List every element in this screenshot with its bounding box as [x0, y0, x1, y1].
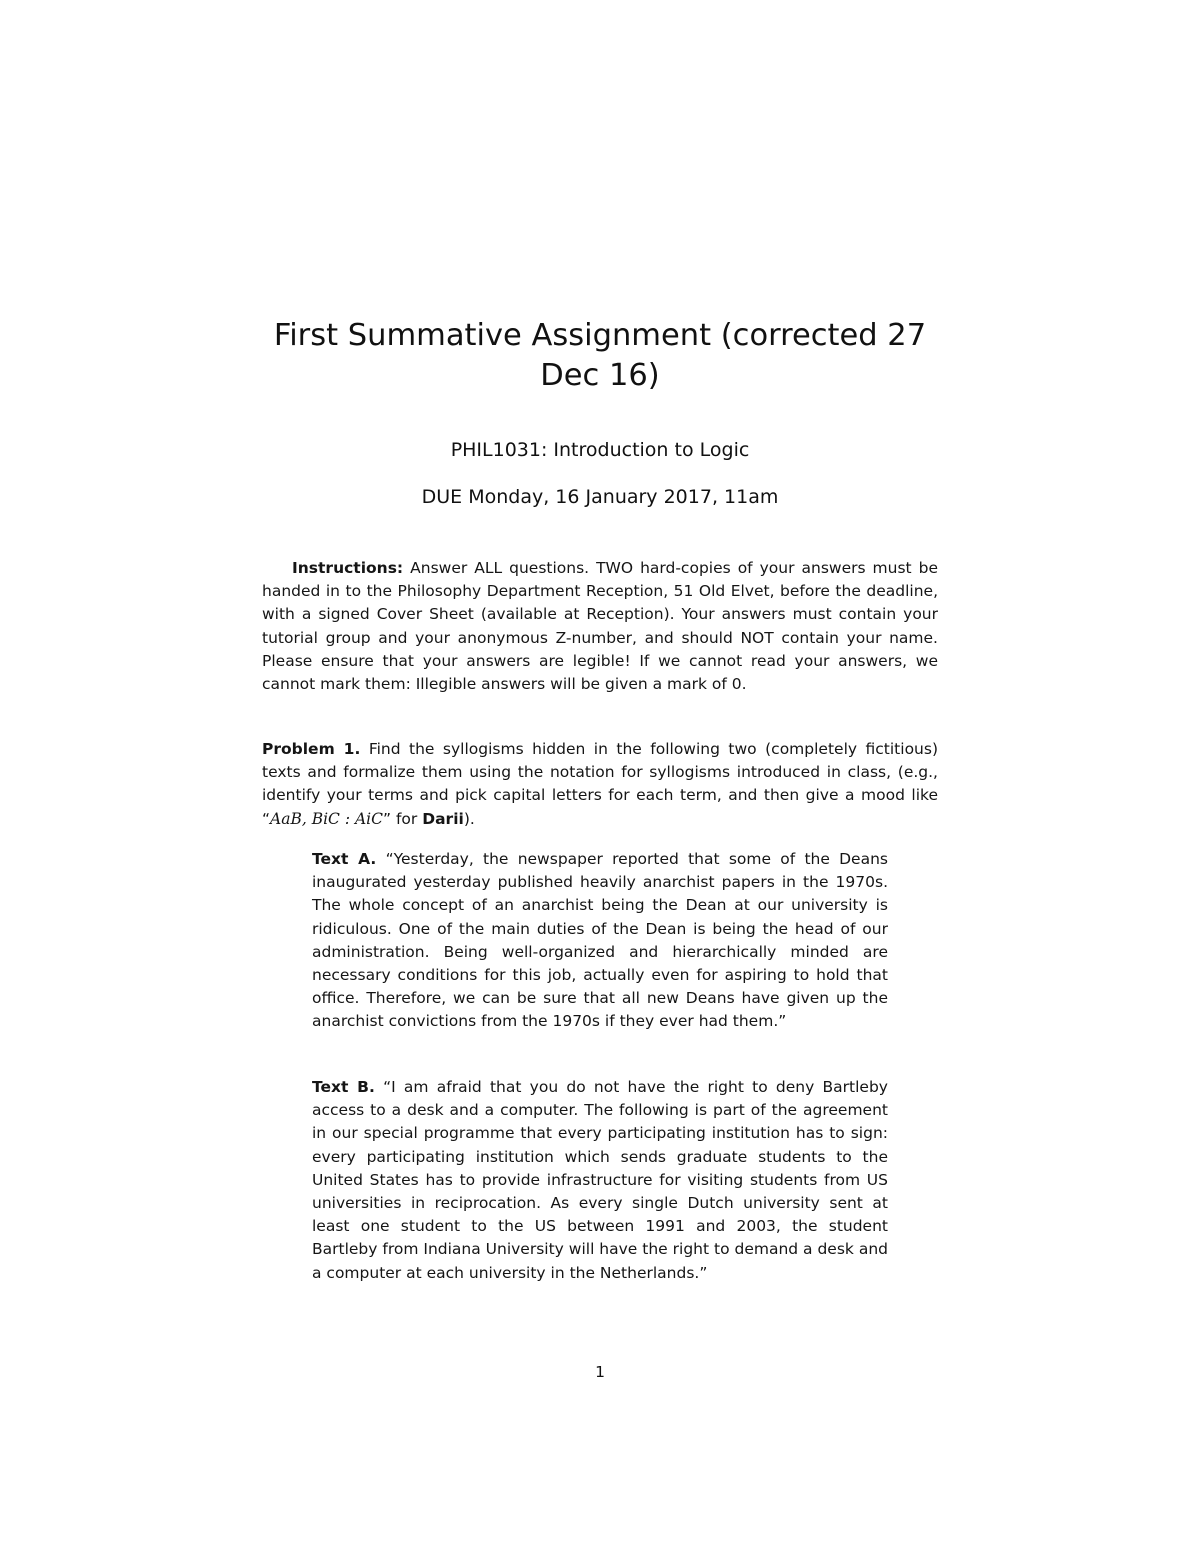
problem-1-text-middle: ” for — [383, 809, 423, 828]
instructions-label: Instructions: — [292, 559, 404, 577]
text-b-label: Text B. — [312, 1078, 375, 1096]
text-a-label: Text A. — [312, 850, 377, 868]
instructions-text: Answer ALL questions. TWO hard-copies of your answers must be handed in to the Philosophy Department Reception, 51 Old Elvet, before the deadline, with a signed Cover Sheet (available at Reception). Your answers must contain your tutorial group and your anonymous Z-number, and should NOT contain your name. Please ensure that your answers are legible! If we cannot read your answers, we cannot mark them: Illegible answers will be given a mark of 0. — [262, 559, 939, 694]
text-b-content: “I am afraid that you do not have the right to deny Bartleby access to a desk and a computer. The following is part of the agreement in our special programme that every participating institution has to sign: every participating institution which sends graduate students to the United States has to provide infrastructure for visiting students from US universities in reciprocation. As every single Dutch university sent at least one student to the US between 1991 and 2003, the student Bartleby from Indiana University will have the right to demand a desk and a computer at each university in the Netherlands.” — [312, 1078, 888, 1282]
problem-1-paragraph — [262, 738, 938, 831]
course-title: PHIL1031: Introduction to Logic — [450, 439, 750, 461]
text-a-paragraph — [312, 848, 888, 1034]
mood-example: AaB, BiC : AiC — [270, 809, 384, 828]
problem-1-text-before: Find the syllogisms hidden in the following two (completely fictitious) texts and formalize them using the notation for syllogisms introduced in class, (e.g., identify your terms and pick capital letters for each term, and then give a mood like “ — [262, 740, 938, 828]
problem-1-label: Problem 1. — [262, 740, 361, 758]
text-a-content: “Yesterday, the newspaper reported that some of the Deans inaugurated yesterday published heavily anarchist papers in the 1970s. The whole concept of an anarchist being the Dean at our university is ridiculous. One of the main duties of the Dean is being the head of our administration. Being well-organized and hierarchically minded are necessary conditions for this job, actually even for aspiring to hold that office. Therefore, we can be sure that all new Deans have given up the anarchist convictions from the 1970s if they ever had them.” — [312, 850, 888, 1031]
text-b-paragraph — [312, 1076, 888, 1285]
mood-name: Darii — [422, 809, 464, 828]
document-title: First Summative Assignment (corrected 27 Dec 16) — [273, 318, 927, 393]
page-number: 1 — [595, 1363, 605, 1381]
problem-1-text-after: ). — [463, 809, 475, 828]
instructions-paragraph — [262, 557, 938, 696]
due-date: DUE Monday, 16 January 2017, 11am — [421, 486, 779, 508]
